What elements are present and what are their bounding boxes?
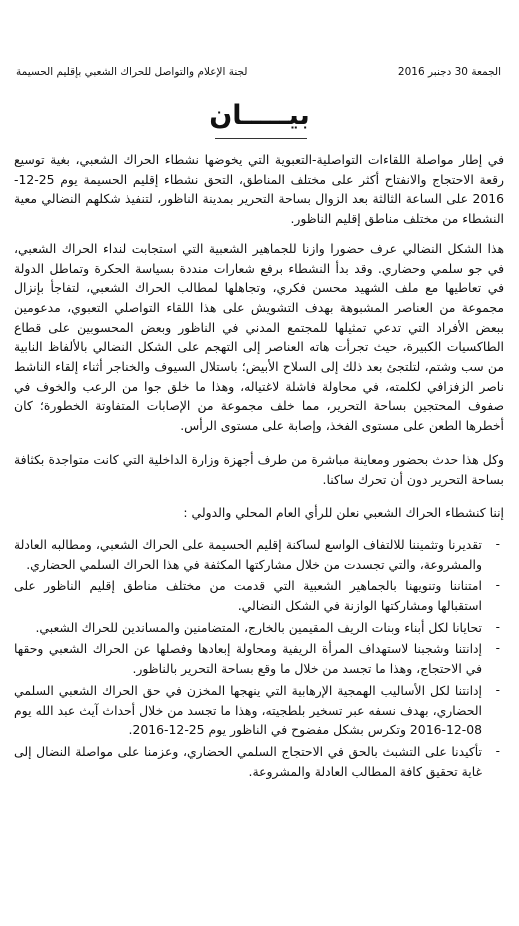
statement-body [14,150,504,783]
bullet-marker: - [495,641,500,656]
paragraph-authorities: وكل هذا حدث بحضور ومعاينة مباشرة من طرف أجهزة وزارة الداخلية التي كانت متواجدة بكثافة بساحة التحرير دون أن تحرك ساكنا. [14,451,504,487]
title-underline [215,138,307,139]
committee-name: لجنة الإعلام والتواصل للحراك الشعبي بإقليم الحسيمة [16,66,248,78]
declaration-text: إدانتنا وشجبنا لاستهداف المرأة الريفية ومحاولة إبعادها وفصلها عن الحراك الشعبي وحقها في الاحتجاج، وهذا ما تجسد من خلال ما وقع بساحة التحرير بالناظور. [14,641,482,677]
declaration-item [14,576,500,615]
bullet-marker: - [495,536,500,551]
paragraph-context: في إطار مواصلة اللقاءات التواصلية-التعبوية التي يخوضها نشطاء الحراك الشعبي، بغية توسيع رقعة الاحتجاج والانفتاح أكثر على مختلف المناطق، التحق نشطاء إقليم الحسيمة يوم 25-12-2016 على الساعة الثالثة بعد الزوال بساحة التحرير بمدينة الناظور، لتنفيذ شكلهم النضالي معية النشطاء من مختلف مناطق إقليم الناظور. [14,152,504,227]
bullet-marker: - [495,743,500,758]
statement-title: بيـــــان [209,100,310,131]
declaration-item [14,742,500,781]
declaration-text: امتناننا وتنويهنا بالجماهير الشعبية التي قدمت من مختلف مناطق إقليم الناظور على استقبالها ومشاركتها الوازنة في الشكل النضالي. [14,578,482,614]
declaration-item [14,639,500,678]
document-date: الجمعة 30 دجنبر 2016 [397,66,501,78]
declaration-item [14,681,500,740]
bullet-marker: - [495,682,500,697]
paragraph-events: هذا الشكل النضالي عرف حضورا وازنا للجماهير الشعبية التي استجابت لنداء الحراك الشعبي، في جو سلمي وحضاري. وقد بدأ النشطاء برفع شعارات منددة بسياسة الحكرة وتماطل الدولة في تعاطيها مع ملف الشهيد محسن فكري، وتجاهلها لمطالب الحراك الشعبي، لتفاجأ بإنزال مجموعة من العناصر المشبوهة بهدف التشويش على هذا اللقاء التواصلي التعبوي، مدعومين ببعض الأفراد التي تدعي تمثيلها للمجتمع المدني في الناظور وبعض المحسوبين على قطاع الطاكسيات الكبيرة، حيث تجرأت هاته العناصر إلى التهجم على الشكل النضالي بالألفاظ النابية من سب وشتم، لتلتجئ بعد ذلك إلى السلاح الأبيض؛ باستلال السيوف والخناجر أثناء إلقاء الناشط ناصر الزفزافي لكلمته، في محاولة فاشلة لاغتياله، وهذا ما خلق جوا من الرعب والخوف في صفوف المحتجين بساحة التحرير، مما خلف مجموعة من الإصابات المتفاوتة الخطورة؛ كان أخطرها الطعن على مستوى الفخذ، وإصابة على مستوى الرأس. [14,240,504,434]
bullet-marker: - [495,619,500,634]
declaration-item [14,618,500,638]
declaration-text: تقديرنا وتثميننا للالتفاف الواسع لساكنة إقليم الحسيمة على الحراك الشعبي، ومطالبه العادلة والمشروعة، والتي تجسدت من خلال مشاركتها المكثفة في هذا الحراك السلمي الحضاري. [14,536,482,572]
declaration-item [14,535,500,574]
declaration-list [14,535,504,781]
declaration-text: إدانتنا لكل الأساليب الهمجية الإرهابية التي ينهجها المخزن في حق الحراك الشعبي السلمي الحضاري، بهدف نسفه عبر تسخير بلطجيته، وهذا ما تجسد من خلال أحداث آيث عبد الله يوم 08-12-2016 وتكرس بشكل مفضوح في الناظور يوم 25-12-2016. [14,682,482,738]
declaration-intro: إننا كنشطاء الحراك الشعبي نعلن للرأي العام المحلي والدولي : [183,505,504,521]
declaration-text: تأكيدنا على التشبث بالحق في الاحتجاج السلمي الحضاري، وعزمنا على مواصلة النضال إلى غاية تحقيق كافة المطالب العادلة والمشروعة. [14,743,482,779]
document-header [16,66,501,82]
declaration-text: تحايانا لكل أبناء وبنات الريف المقيمين بالخارج، المتضامنين والمساندين للحراك الشعبي. [35,619,482,635]
bullet-marker: - [495,578,500,593]
